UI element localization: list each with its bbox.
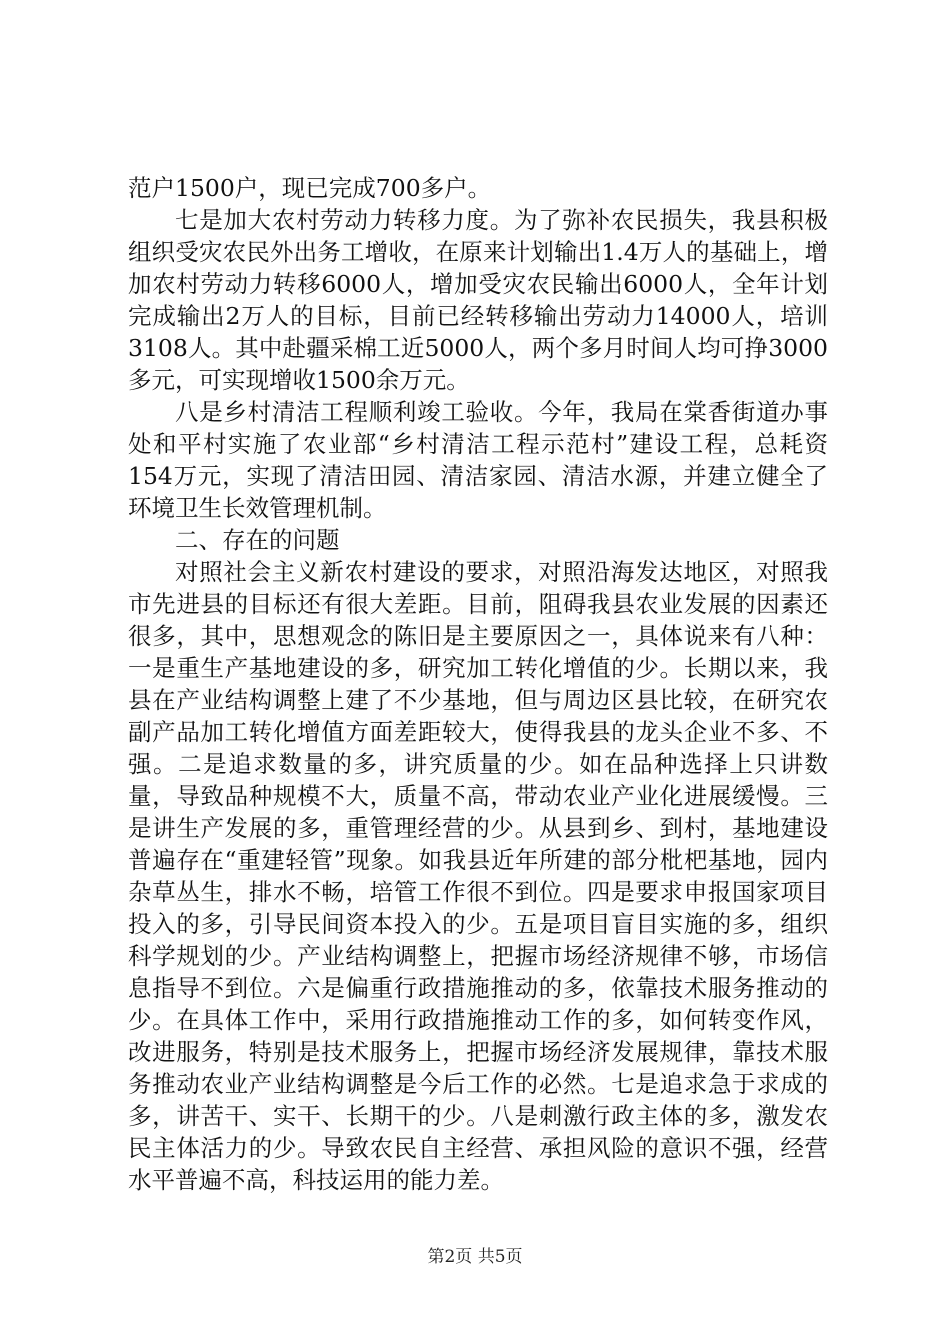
paragraph-rural-cleaning: 八是乡村清洁工程顺利竣工验收。今年，我局在棠香街道办事处和平村实施了农业部“乡村清洁工程示范村”建设工程，总耗资154万元，实现了清洁田园、清洁家园、清洁水源，并建立健全了环境卫生长效管理机制。: [128, 398, 828, 522]
paragraph-continuation: 范户1500户，现已完成700多户。: [128, 174, 492, 202]
document-body: [128, 172, 828, 1196]
paragraph-labor-transfer: 七是加大农村劳动力转移力度。为了弥补农民损失，我县积极组织受灾农民外出务工增收，在原来计划输出1.4万人的基础上，增加农村劳动力转移6000人，增加受灾农民输出6000人，全年计划完成输出2万人的目标，目前已经转移输出劳动力14000人，培训3108人。其中赴疆采棉工近5000人，两个多月时间人均可挣3000多元，可实现增收1500余万元。: [128, 206, 828, 394]
page-footer: 第2页 共5页: [427, 1247, 523, 1267]
section-heading-problems: 二、存在的问题: [175, 526, 340, 554]
paragraph-problems: 对照社会主义新农村建设的要求，对照沿海发达地区，对照我市先进县的目标还有很大差距。目前，阻碍我县农业发展的因素还很多，其中，思想观念的陈旧是主要原因之一，具体说来有八种：一是重生产基地建设的多，研究加工转化增值的少。长期以来，我县在产业结构调整上建了不少基地，但与周边区县比较，在研究农副产品加工转化增值方面差距较大，使得我县的龙头企业不多、不强。二是追求数量的多，讲究质量的少。如在品种选择上只讲数量，导致品种规模不大，质量不高，带动农业产业化进展缓慢。三是讲生产发展的多，重管理经营的少。从县到乡、到村，基地建设普遍存在“重建轻管”现象。如我县近年所建的部分枇杷基地，园内杂草丛生，排水不畅，培管工作很不到位。四是要求申报国家项目投入的多，引导民间资本投入的少。五是项目盲目实施的多，组织科学规划的少。产业结构调整上，把握市场经济规律不够，市场信息指导不到位。六是偏重行政措施推动的多，依靠技术服务推动的少。在具体工作中，采用行政措施推动工作的多，如何转变作风，改进服务，特别是技术服务上，把握市场经济发展规律，靠技术服务推动农业产业结构调整是今后工作的必然。七是追求急于求成的多，讲苦干、实干、长期干的少。八是刺激行政主体的多，激发农民主体活力的少。导致农民自主经营、承担风险的意识不强，经营水平普遍不高，科技运用的能力差。: [128, 558, 828, 1194]
